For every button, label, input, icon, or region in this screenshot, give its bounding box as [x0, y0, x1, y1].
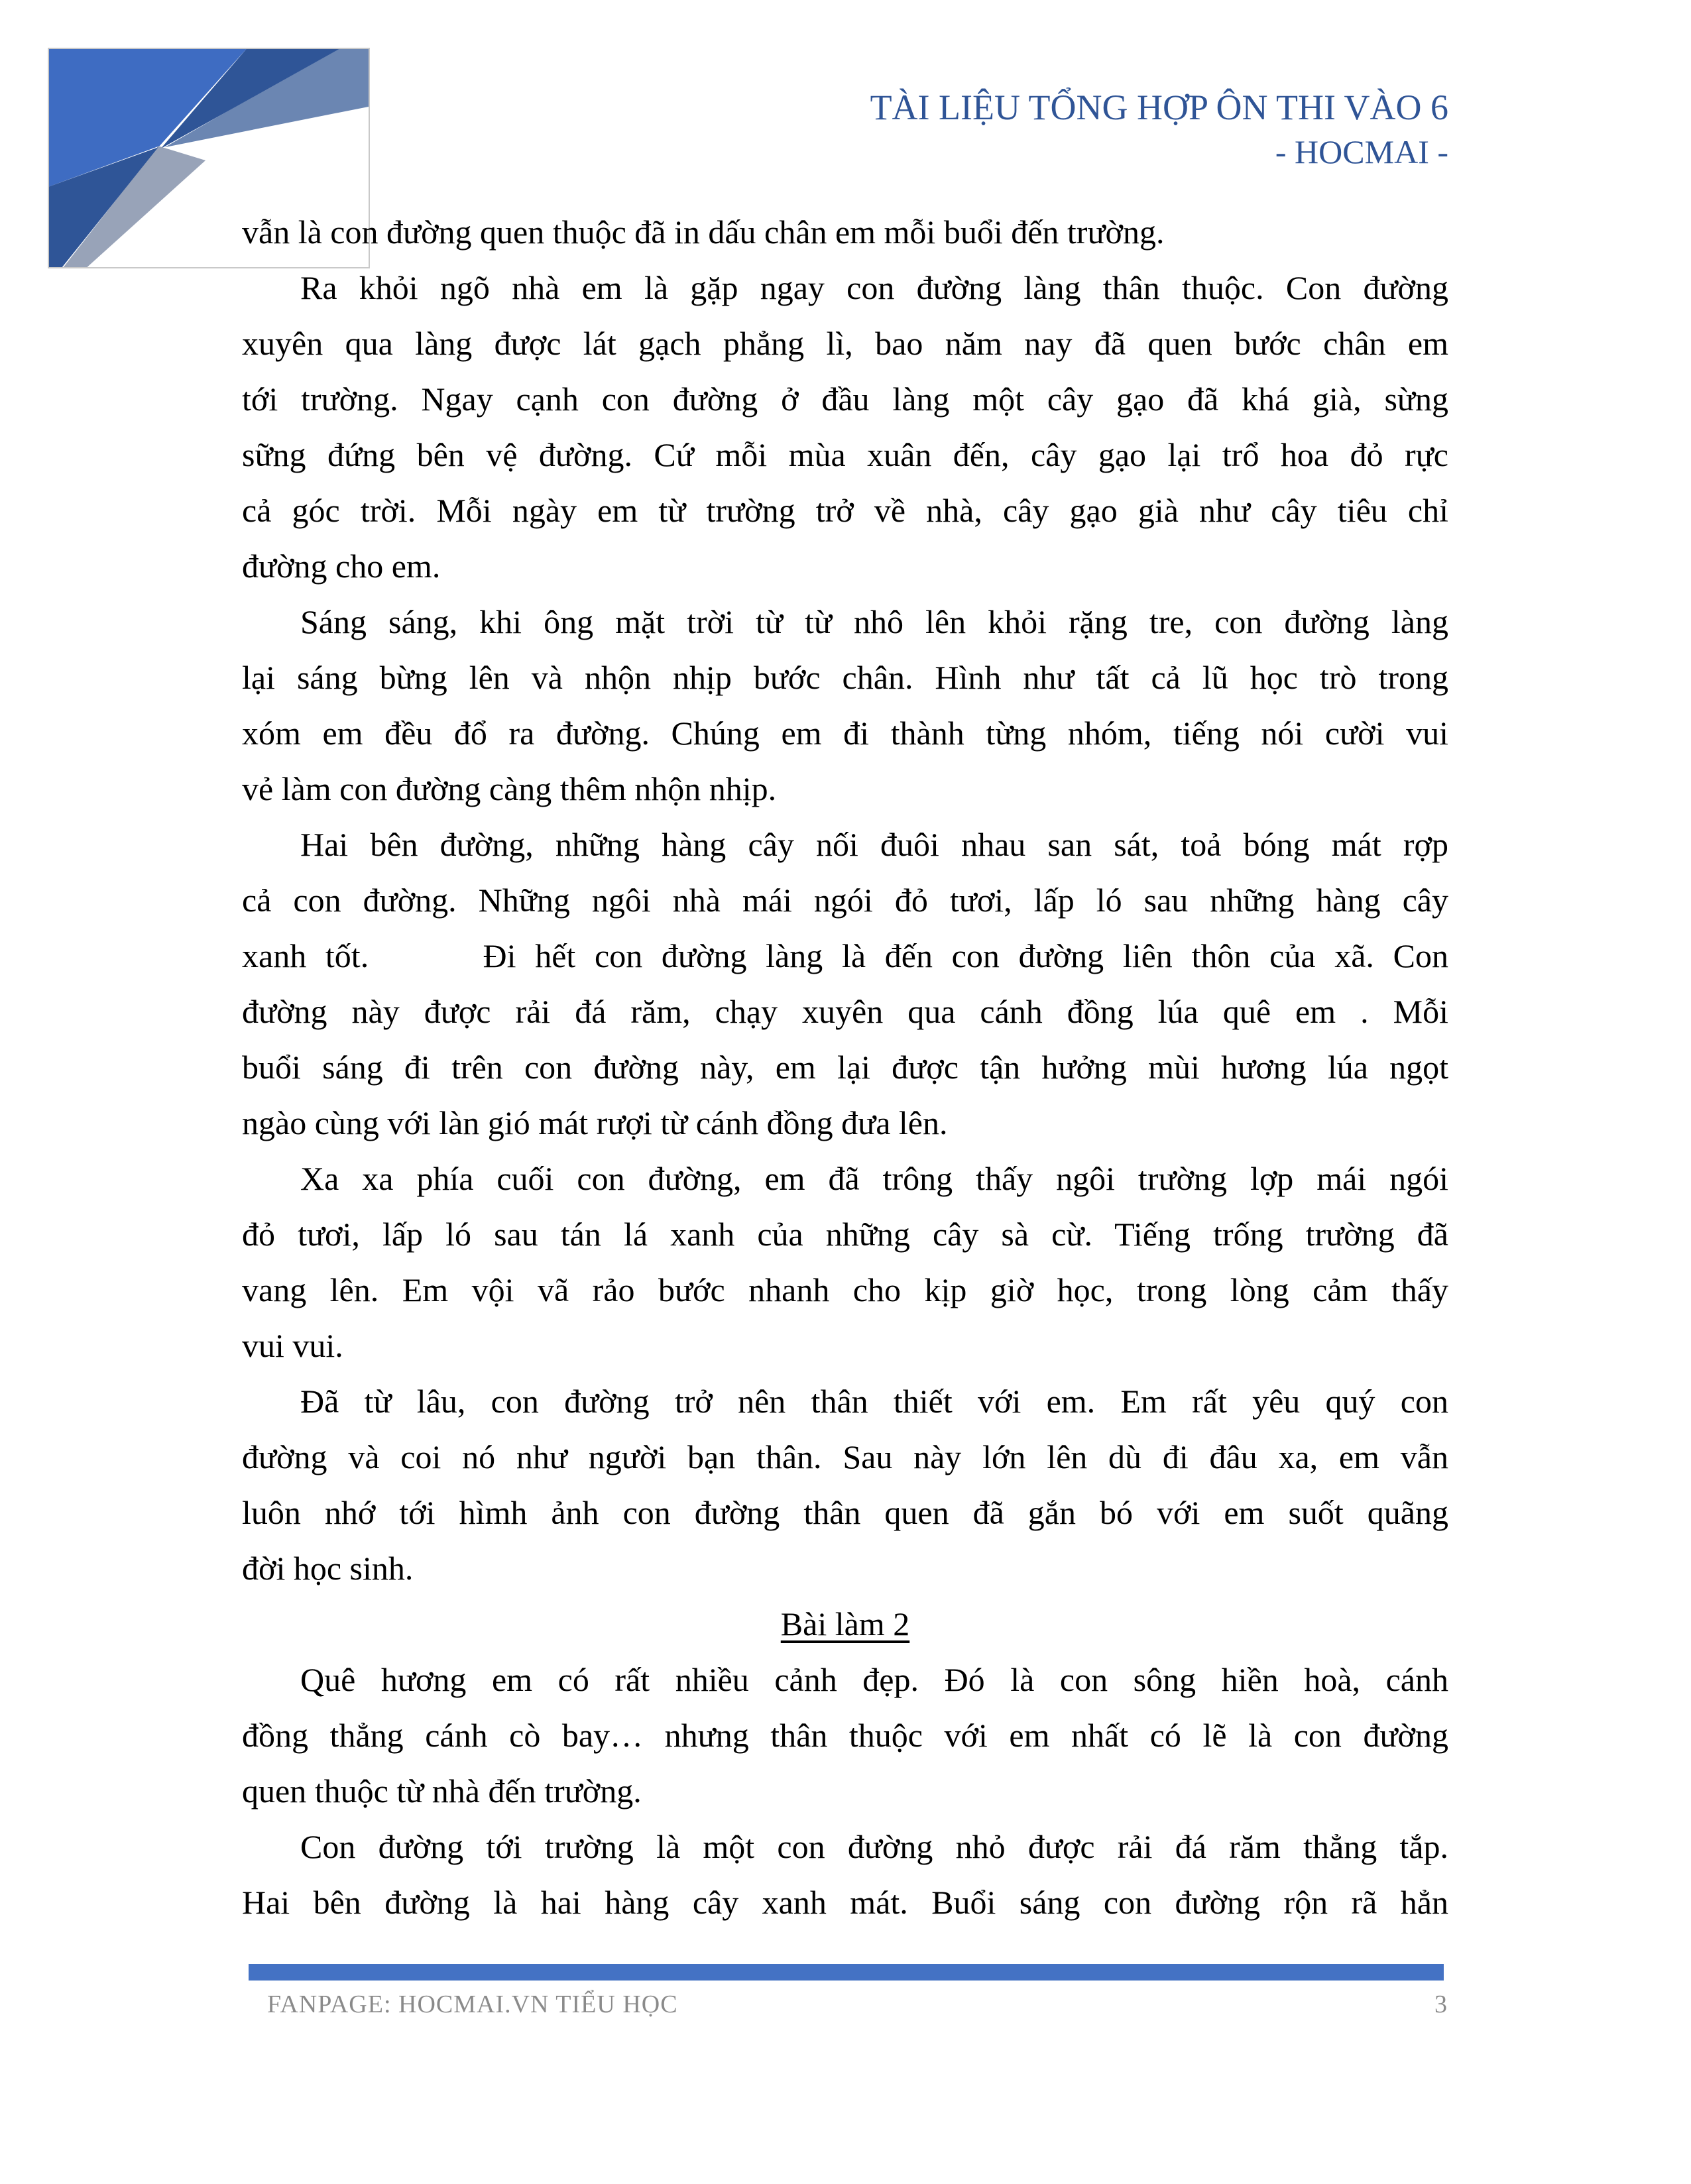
text-line: Đã từ lâu, con đường trở nên thân thiết với em. Em rất yêu quý con [300, 1383, 1448, 1420]
text-line: Hai bên đường, những hàng cây nối đuôi nhau san sát, toả bóng mát rợp [300, 826, 1448, 863]
footer-divider-bar [249, 1964, 1444, 1981]
text-line: cả con đường. Những ngôi nhà mái ngói đỏ tươi, lấp ló sau những hàng cây [242, 882, 1448, 919]
text-line: Sáng sáng, khi ông mặt trời từ từ nhô lên khỏi rặng tre, con đường làng [300, 603, 1448, 640]
text-line: đường cho em. [242, 547, 441, 585]
header-title: TÀI LIỆU TỔNG HỢP ÔN THI VÀO 6 [870, 87, 1448, 127]
footer-fanpage-label: FANPAGE: HOCMAI.VN TIỂU HỌC [267, 1990, 678, 2018]
text-line: đường và coi nó như người bạn thân. Sau này lớn lên dù đi đâu xa, em vẫn [242, 1438, 1448, 1475]
text-line: lại sáng bừng lên và nhộn nhịp bước chân. Hình như tất cả lũ học trò trong [242, 659, 1448, 696]
text-line: Ra khỏi ngõ nhà em là gặp ngay con đường làng thân thuộc. Con đường [300, 269, 1448, 306]
text-line: vui vui. [242, 1327, 343, 1364]
header-subtitle: - HOCMAI - [1275, 133, 1448, 170]
text-line: vẻ làm con đường càng thêm nhộn nhịp. [242, 770, 777, 807]
text-line: Xa xa phía cuối con đường, em đã trông thấy ngôi trường lợp mái ngói [300, 1160, 1448, 1197]
text-line: sững đứng bên vệ đường. Cứ mỗi mùa xuân đến, cây gạo lại trổ hoa đỏ rực [242, 436, 1448, 473]
text-line: ngào cùng với làn gió mát rượi từ cánh đồng đưa lên. [242, 1104, 948, 1141]
text-line: đời học sinh. [242, 1550, 414, 1587]
text-line: xuyên qua làng được lát gạch phẳng lì, bao năm nay đã quen bước chân em [242, 325, 1448, 362]
text-line: luôn nhớ tới hìmh ảnh con đường thân quen đã gắn bó với em suốt quãng [242, 1494, 1448, 1531]
text-line: quen thuộc từ nhà đến trường. [242, 1772, 642, 1810]
text-line: cả góc trời. Mỗi ngày em từ trường trở về nhà, cây gạo già như cây tiêu chỉ [242, 492, 1448, 529]
text-line: Quê hương em có rất nhiều cảnh đẹp. Đó là con sông hiền hoà, cánh [300, 1661, 1448, 1698]
text-line: vang lên. Em vội vã rảo bước nhanh cho kịp giờ học, trong lòng cảm thấy [242, 1271, 1448, 1308]
page-number: 3 [1434, 1990, 1447, 2018]
text-line: buổi sáng đi trên con đường này, em lại được tận hưởng mùi hương lúa ngọt [242, 1049, 1448, 1086]
text-line: vẫn là con đường quen thuộc đã in dấu chân em mỗi buổi đến trường. [242, 213, 1165, 251]
document-body [242, 204, 1448, 1930]
page-header [870, 84, 1448, 172]
text-line: đỏ tươi, lấp ló sau tán lá xanh của những cây sà cừ. Tiếng trống trường đã [242, 1216, 1448, 1253]
text-line: xanh tốt. Đi hết con đường làng là đến con đường liên thôn của xã. Con [242, 937, 1448, 974]
text-line: đồng thẳng cánh cò bay… nhưng thân thuộc với em nhất có lẽ là con đường [242, 1717, 1448, 1754]
text-line: xóm em đều đổ ra đường. Chúng em đi thành từng nhóm, tiếng nói cười vui [242, 715, 1448, 752]
section-heading: Bài làm 2 [780, 1605, 910, 1642]
text-line: Hai bên đường là hai hàng cây xanh mát. Buổi sáng con đường rộn rã hẳn [242, 1884, 1448, 1921]
text-line: Con đường tới trường là một con đường nhỏ được rải đá răm thẳng tắp. [300, 1828, 1448, 1865]
text-line: tới trường. Ngay cạnh con đường ở đầu làng một cây gạo đã khá già, sừng [242, 380, 1448, 418]
text-line: đường này được rải đá răm, chạy xuyên qua cánh đồng lúa quê em . Mỗi [242, 993, 1448, 1030]
